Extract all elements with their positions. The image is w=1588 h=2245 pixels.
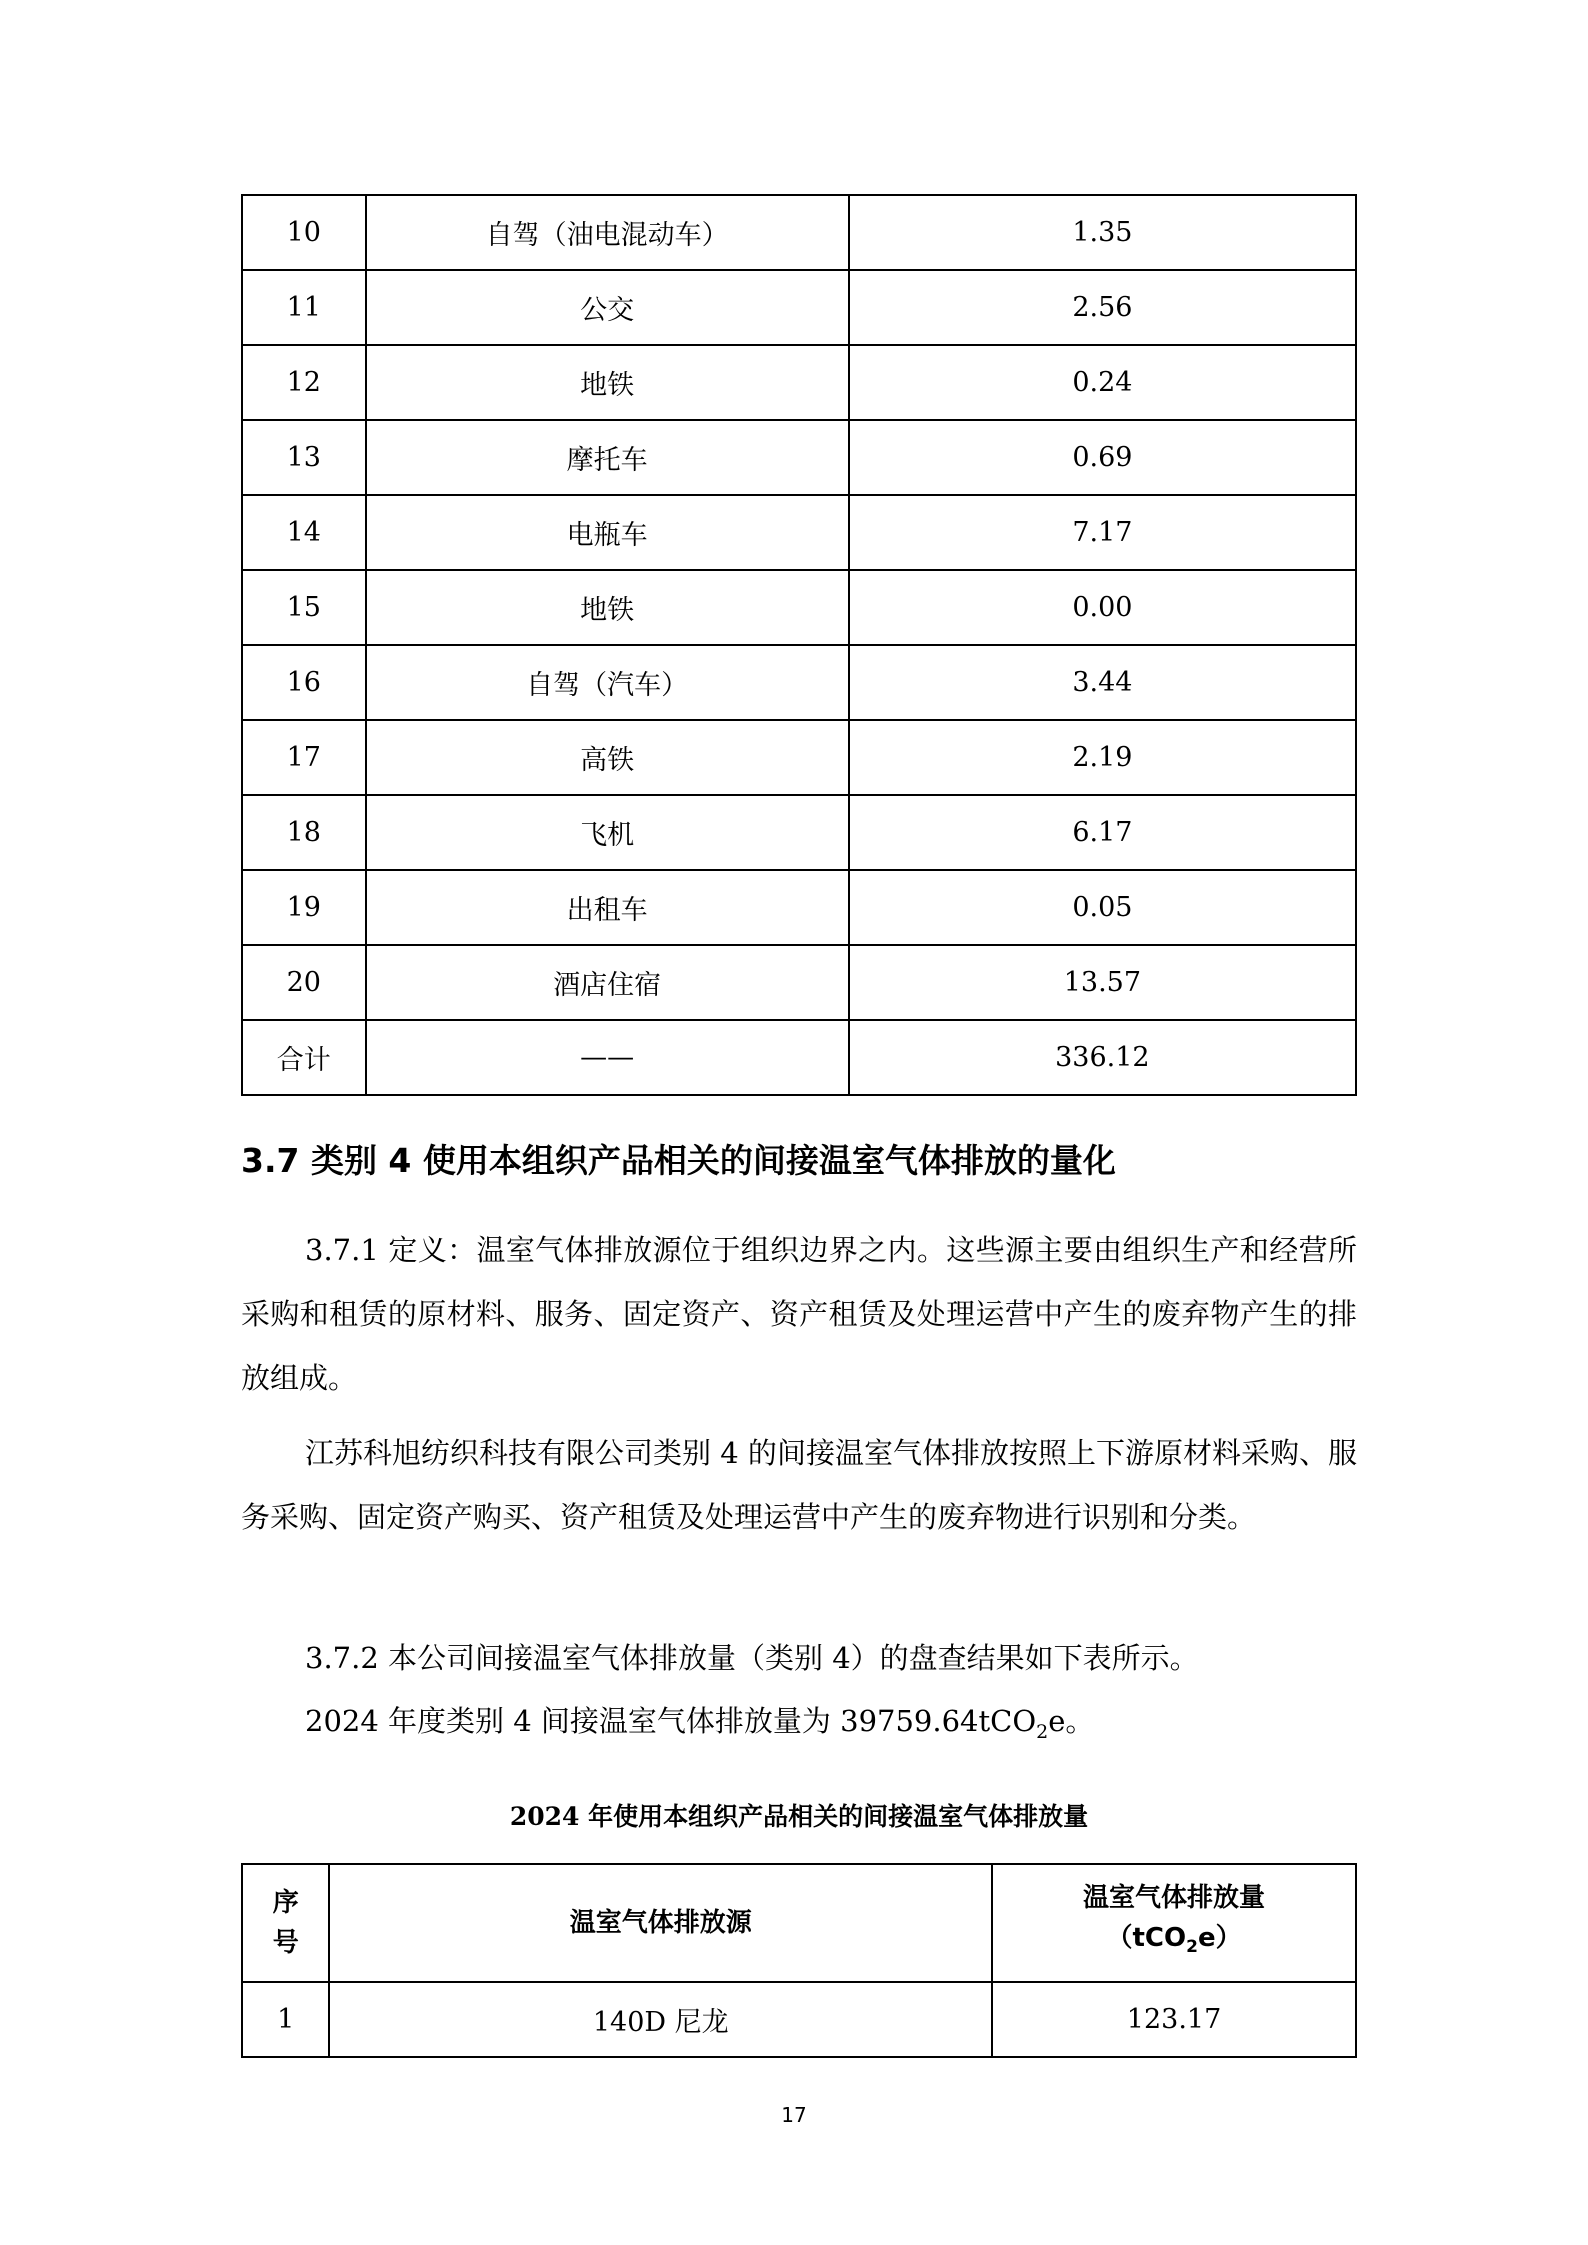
emission-value-cell: 0.24 xyxy=(849,345,1356,420)
row-number-cell: 14 xyxy=(242,495,366,570)
subscript-2: 2 xyxy=(1036,1720,1049,1743)
emission-source-cell: 飞机 xyxy=(366,795,849,870)
total-value-cell: 336.12 xyxy=(849,1020,1356,1095)
table-row xyxy=(242,870,1356,945)
commuting-emissions-table xyxy=(241,194,1357,1096)
emission-source-cell: 自驾（汽车） xyxy=(366,645,849,720)
row-number-cell: 17 xyxy=(242,720,366,795)
header-emission-source: 温室气体排放源 xyxy=(329,1864,992,1982)
paragraph-classification: 江苏科旭纺织科技有限公司类别 4 的间接温室气体排放按照上下游原材料采购、服务采购、固定资产购买、资产租赁及处理运营中产生的废弃物进行识别和分类。 xyxy=(241,1436,1357,1534)
emission-value-cell: 0.05 xyxy=(849,870,1356,945)
table-row xyxy=(242,495,1356,570)
row-number-cell: 18 xyxy=(242,795,366,870)
emission-value-cell: 7.17 xyxy=(849,495,1356,570)
emission-value-cell: 3.44 xyxy=(849,645,1356,720)
emission-source-cell: 出租车 xyxy=(366,870,849,945)
table-row xyxy=(242,945,1356,1020)
emission-source-cell: 电瓶车 xyxy=(366,495,849,570)
table-row xyxy=(242,270,1356,345)
emission-value-cell: 1.35 xyxy=(849,195,1356,270)
table-row xyxy=(242,720,1356,795)
paragraph-definition: 3.7.1 定义：温室气体排放源位于组织边界之内。这些源主要由组织生产和经营所采购和租赁的原材料、服务、固定资产、资产租赁及处理运营中产生的废弃物产生的排放组成。 xyxy=(241,1233,1357,1395)
row-number-cell: 11 xyxy=(242,270,366,345)
emission-value-cell: 123.17 xyxy=(992,1982,1356,2057)
header-serial-number: 序 号 xyxy=(242,1864,329,1982)
emission-source-cell: 酒店住宿 xyxy=(366,945,849,1020)
table-row xyxy=(242,570,1356,645)
paragraph-total-emission xyxy=(241,1689,1357,1764)
emission-source-cell: 摩托车 xyxy=(366,420,849,495)
emission-value-cell: 0.69 xyxy=(849,420,1356,495)
table-row xyxy=(242,420,1356,495)
emission-source-cell: 地铁 xyxy=(366,570,849,645)
product-emissions-table xyxy=(241,1863,1357,2058)
row-number-cell: 16 xyxy=(242,645,366,720)
row-number-cell: 15 xyxy=(242,570,366,645)
row-number-cell: 12 xyxy=(242,345,366,420)
table-row xyxy=(242,345,1356,420)
emission-source-cell: 140D 尼龙 xyxy=(329,1982,992,2057)
emission-source-cell: 公交 xyxy=(366,270,849,345)
emission-source-cell: 自驾（油电混动车） xyxy=(366,195,849,270)
table-caption: 2024 年使用本组织产品相关的间接温室气体排放量 xyxy=(509,1802,1089,1831)
header-emission-amount: 温室气体排放量 （tCO$_2$e） xyxy=(992,1864,1356,1982)
row-number-cell: 20 xyxy=(242,945,366,1020)
total-source-cell: —— xyxy=(366,1020,849,1095)
table-row xyxy=(242,795,1356,870)
table-total-row xyxy=(242,1020,1356,1095)
row-number-cell: 1 xyxy=(242,1982,329,2057)
emission-value-cell: 6.17 xyxy=(849,795,1356,870)
section-heading: 3.7 类别 4 使用本组织产品相关的间接温室气体排放的量化 xyxy=(241,1141,1116,1180)
row-number-cell: 13 xyxy=(242,420,366,495)
paragraph-result-intro: 3.7.2 本公司间接温室气体排放量（类别 4）的盘查结果如下表所示。 xyxy=(305,1641,1199,1675)
emission-source-cell: 地铁 xyxy=(366,345,849,420)
row-number-cell: 19 xyxy=(242,870,366,945)
emission-value-cell: 13.57 xyxy=(849,945,1356,1020)
emission-source-cell: 高铁 xyxy=(366,720,849,795)
table-row xyxy=(242,645,1356,720)
total-emission-suffix: e。 xyxy=(1048,1704,1095,1738)
emission-value-cell: 2.19 xyxy=(849,720,1356,795)
page-number: 17 xyxy=(781,2103,807,2127)
table-row xyxy=(242,1982,1356,2057)
total-emission-text: 2024 年度类别 4 间接温室气体排放量为 39759.64tCO xyxy=(305,1704,1037,1738)
emission-value-cell: 0.00 xyxy=(849,570,1356,645)
emission-value-cell: 2.56 xyxy=(849,270,1356,345)
table-header-row xyxy=(242,1864,1356,1982)
row-number-cell: 10 xyxy=(242,195,366,270)
table-row xyxy=(242,195,1356,270)
total-label-cell: 合计 xyxy=(242,1020,366,1095)
